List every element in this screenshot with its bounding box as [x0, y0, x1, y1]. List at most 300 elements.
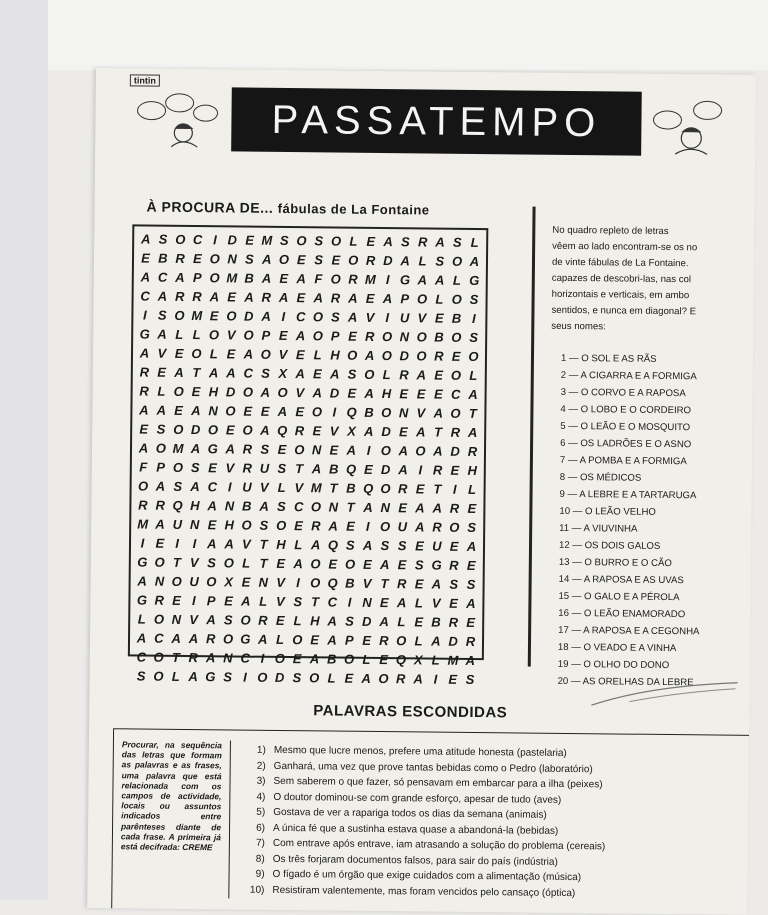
- grid-letter[interactable]: U: [172, 516, 183, 532]
- grid-letter[interactable]: S: [380, 538, 390, 554]
- grid-letter[interactable]: A: [382, 291, 393, 307]
- grid-letter[interactable]: V: [259, 479, 269, 495]
- grid-letter[interactable]: E: [348, 328, 357, 344]
- grid-letter[interactable]: P: [400, 291, 410, 307]
- grid-letter[interactable]: L: [275, 631, 285, 647]
- grid-letter[interactable]: R: [242, 441, 253, 457]
- grid-letter[interactable]: A: [398, 443, 408, 459]
- grid-letter[interactable]: L: [171, 668, 180, 684]
- grid-letter[interactable]: E: [260, 403, 270, 419]
- grid-letter[interactable]: A: [277, 403, 288, 420]
- grid-letter[interactable]: V: [431, 595, 441, 611]
- grid-letter[interactable]: L: [259, 593, 268, 609]
- grid-letter[interactable]: E: [434, 310, 444, 326]
- grid-letter[interactable]: S: [157, 307, 167, 323]
- grid-letter[interactable]: O: [173, 421, 184, 437]
- grid-letter[interactable]: M: [226, 270, 238, 286]
- grid-letter[interactable]: D: [329, 385, 340, 401]
- grid-letter[interactable]: S: [292, 670, 302, 686]
- grid-letter[interactable]: R: [138, 497, 148, 513]
- grid-letter[interactable]: A: [209, 289, 220, 305]
- grid-letter[interactable]: B: [242, 498, 252, 514]
- grid-letter[interactable]: S: [223, 612, 233, 628]
- grid-letter[interactable]: S: [260, 441, 270, 457]
- grid-letter[interactable]: G: [240, 631, 251, 647]
- grid-letter[interactable]: A: [329, 366, 340, 382]
- grid-letter[interactable]: R: [139, 364, 150, 380]
- grid-letter[interactable]: I: [191, 593, 196, 609]
- grid-letter[interactable]: U: [259, 460, 270, 476]
- grid-letter[interactable]: A: [415, 424, 426, 440]
- grid-letter[interactable]: Q: [395, 652, 407, 668]
- grid-letter[interactable]: O: [171, 573, 182, 589]
- grid-letter[interactable]: E: [174, 402, 183, 418]
- grid-letter[interactable]: E: [379, 652, 389, 668]
- grid-letter[interactable]: E: [139, 421, 149, 437]
- grid-letter[interactable]: O: [380, 443, 392, 459]
- grid-letter[interactable]: L: [469, 367, 478, 384]
- grid-letter[interactable]: S: [400, 234, 410, 250]
- grid-letter[interactable]: Q: [327, 575, 338, 591]
- grid-letter[interactable]: O: [309, 670, 320, 686]
- grid-letter[interactable]: O: [209, 270, 220, 286]
- grid-letter[interactable]: D: [225, 384, 236, 400]
- grid-letter[interactable]: A: [347, 309, 358, 325]
- grid-letter[interactable]: U: [242, 479, 252, 495]
- grid-letter[interactable]: I: [347, 594, 352, 610]
- grid-letter[interactable]: A: [465, 652, 476, 669]
- word-search-grid[interactable]: [128, 224, 489, 687]
- grid-letter[interactable]: I: [213, 232, 217, 248]
- grid-letter[interactable]: O: [243, 327, 254, 343]
- grid-letter[interactable]: D: [448, 633, 458, 649]
- grid-letter[interactable]: O: [257, 669, 268, 685]
- grid-letter[interactable]: O: [294, 442, 305, 458]
- grid-letter[interactable]: H: [310, 613, 320, 629]
- grid-letter[interactable]: E: [449, 595, 458, 611]
- grid-letter[interactable]: N: [362, 594, 372, 610]
- grid-letter[interactable]: R: [348, 271, 358, 287]
- grid-letter[interactable]: E: [399, 386, 409, 402]
- grid-letter[interactable]: O: [416, 348, 427, 364]
- grid-letter[interactable]: A: [261, 270, 272, 286]
- grid-letter[interactable]: O: [451, 329, 462, 345]
- grid-letter[interactable]: P: [330, 328, 340, 344]
- grid-letter[interactable]: A: [364, 347, 375, 363]
- grid-letter[interactable]: E: [414, 614, 424, 630]
- grid-letter[interactable]: R: [432, 519, 442, 535]
- grid-letter[interactable]: O: [175, 231, 186, 247]
- grid-letter[interactable]: U: [397, 519, 408, 535]
- grid-letter[interactable]: A: [259, 498, 269, 514]
- grid-letter[interactable]: T: [310, 594, 320, 610]
- grid-letter[interactable]: A: [261, 251, 272, 267]
- grid-letter[interactable]: O: [312, 328, 323, 344]
- grid-letter[interactable]: R: [155, 497, 166, 513]
- grid-letter[interactable]: O: [330, 233, 342, 249]
- grid-letter[interactable]: Q: [363, 480, 374, 496]
- grid-letter[interactable]: V: [416, 405, 426, 421]
- grid-letter[interactable]: I: [452, 481, 457, 497]
- grid-letter[interactable]: A: [190, 441, 201, 457]
- grid-letter[interactable]: O: [274, 650, 285, 667]
- grid-letter[interactable]: G: [469, 272, 480, 289]
- grid-letter[interactable]: A: [139, 345, 150, 361]
- grid-letter[interactable]: D: [399, 348, 409, 364]
- grid-letter[interactable]: I: [332, 404, 337, 420]
- grid-letter[interactable]: O: [209, 251, 220, 267]
- grid-letter[interactable]: A: [415, 500, 425, 516]
- grid-letter[interactable]: E: [467, 500, 477, 517]
- grid-letter[interactable]: E: [225, 422, 235, 438]
- grid-letter[interactable]: O: [312, 309, 324, 325]
- grid-letter[interactable]: A: [138, 440, 149, 456]
- grid-letter[interactable]: R: [398, 481, 408, 497]
- grid-letter[interactable]: D: [244, 308, 254, 324]
- grid-letter[interactable]: A: [244, 289, 254, 305]
- grid-letter[interactable]: O: [223, 555, 235, 571]
- grid-letter[interactable]: C: [157, 269, 168, 285]
- grid-letter[interactable]: O: [153, 649, 164, 665]
- grid-letter[interactable]: O: [260, 346, 271, 362]
- grid-letter[interactable]: L: [414, 633, 423, 649]
- grid-letter[interactable]: A: [328, 518, 338, 534]
- grid-letter[interactable]: S: [397, 538, 407, 554]
- grid-letter[interactable]: A: [140, 231, 151, 247]
- grid-letter[interactable]: V: [329, 423, 339, 439]
- grid-letter[interactable]: O: [468, 348, 479, 365]
- grid-letter[interactable]: O: [276, 517, 287, 534]
- grid-letter[interactable]: C: [154, 630, 164, 646]
- grid-letter[interactable]: O: [343, 651, 355, 667]
- grid-letter[interactable]: R: [154, 592, 165, 608]
- grid-letter[interactable]: T: [380, 576, 389, 592]
- grid-letter[interactable]: V: [225, 460, 235, 476]
- grid-letter[interactable]: G: [207, 441, 218, 457]
- grid-letter[interactable]: A: [396, 595, 407, 611]
- grid-letter[interactable]: F: [314, 271, 323, 287]
- grid-letter[interactable]: R: [294, 423, 305, 439]
- grid-letter[interactable]: T: [259, 555, 268, 571]
- grid-letter[interactable]: O: [296, 233, 307, 249]
- grid-letter[interactable]: G: [205, 669, 216, 685]
- grid-letter[interactable]: O: [137, 478, 149, 494]
- grid-letter[interactable]: E: [329, 442, 339, 458]
- grid-letter[interactable]: L: [414, 595, 423, 611]
- grid-letter[interactable]: G: [431, 557, 442, 573]
- grid-letter[interactable]: N: [224, 498, 235, 514]
- grid-letter[interactable]: B: [451, 310, 462, 326]
- grid-letter[interactable]: E: [310, 632, 320, 648]
- grid-letter[interactable]: V: [276, 574, 286, 591]
- grid-letter[interactable]: O: [381, 405, 392, 421]
- grid-letter[interactable]: N: [227, 251, 237, 267]
- grid-letter[interactable]: A: [400, 253, 410, 269]
- grid-letter[interactable]: A: [137, 573, 147, 589]
- grid-letter[interactable]: E: [365, 290, 375, 306]
- grid-letter[interactable]: A: [383, 234, 393, 250]
- grid-letter[interactable]: R: [188, 650, 199, 666]
- grid-letter[interactable]: S: [173, 478, 183, 494]
- grid-letter[interactable]: E: [241, 574, 251, 590]
- grid-letter[interactable]: B: [328, 461, 339, 477]
- grid-letter[interactable]: E: [415, 538, 424, 554]
- grid-letter[interactable]: E: [209, 308, 219, 324]
- grid-letter[interactable]: E: [276, 555, 286, 572]
- grid-letter[interactable]: O: [226, 308, 237, 324]
- grid-letter[interactable]: I: [243, 669, 247, 685]
- grid-letter[interactable]: A: [224, 536, 234, 552]
- grid-letter[interactable]: C: [207, 479, 218, 495]
- grid-letter[interactable]: N: [258, 574, 269, 590]
- grid-letter[interactable]: O: [449, 519, 460, 535]
- grid-letter[interactable]: E: [227, 289, 237, 305]
- grid-letter[interactable]: A: [296, 271, 306, 287]
- grid-letter[interactable]: G: [136, 592, 148, 608]
- grid-letter[interactable]: D: [274, 669, 285, 686]
- grid-letter[interactable]: E: [466, 557, 476, 574]
- grid-letter[interactable]: L: [418, 253, 427, 269]
- grid-letter[interactable]: S: [190, 460, 200, 476]
- grid-letter[interactable]: A: [155, 478, 166, 494]
- grid-letter[interactable]: N: [311, 442, 322, 458]
- grid-letter[interactable]: T: [192, 365, 201, 381]
- grid-letter[interactable]: E: [398, 424, 408, 440]
- grid-letter[interactable]: O: [379, 518, 391, 535]
- grid-letter[interactable]: T: [329, 480, 338, 496]
- grid-letter[interactable]: T: [433, 424, 443, 440]
- grid-letter[interactable]: A: [364, 385, 374, 401]
- grid-letter[interactable]: H: [276, 536, 286, 553]
- grid-letter[interactable]: C: [295, 309, 306, 325]
- grid-letter[interactable]: L: [435, 291, 444, 307]
- grid-letter[interactable]: O: [277, 384, 288, 401]
- grid-letter[interactable]: E: [312, 423, 322, 439]
- grid-letter[interactable]: R: [139, 383, 149, 399]
- grid-letter[interactable]: S: [452, 234, 462, 250]
- grid-letter[interactable]: S: [465, 671, 475, 687]
- grid-letter[interactable]: A: [171, 630, 181, 646]
- grid-letter[interactable]: S: [158, 231, 168, 247]
- grid-letter[interactable]: E: [347, 385, 357, 401]
- grid-letter[interactable]: S: [469, 291, 479, 308]
- grid-letter[interactable]: E: [448, 671, 458, 687]
- grid-letter[interactable]: E: [296, 290, 306, 306]
- grid-letter[interactable]: O: [173, 383, 184, 399]
- grid-letter[interactable]: V: [189, 555, 199, 571]
- grid-letter[interactable]: E: [292, 651, 302, 667]
- grid-letter[interactable]: E: [433, 386, 443, 402]
- grid-letter[interactable]: A: [190, 479, 200, 495]
- grid-letter[interactable]: A: [260, 384, 271, 400]
- grid-letter[interactable]: A: [225, 441, 235, 457]
- grid-letter[interactable]: E: [397, 557, 407, 573]
- grid-letter[interactable]: E: [362, 556, 372, 572]
- grid-letter[interactable]: E: [346, 518, 355, 534]
- grid-letter[interactable]: O: [364, 366, 375, 382]
- grid-letter[interactable]: B: [158, 250, 168, 266]
- grid-letter[interactable]: O: [174, 307, 185, 323]
- grid-letter[interactable]: D: [190, 422, 201, 438]
- grid-letter[interactable]: E: [379, 595, 389, 611]
- grid-letter[interactable]: C: [293, 499, 304, 515]
- grid-letter[interactable]: A: [295, 366, 305, 382]
- grid-letter[interactable]: E: [344, 670, 354, 686]
- grid-letter[interactable]: A: [327, 632, 337, 648]
- grid-letter[interactable]: O: [347, 347, 358, 363]
- grid-letter[interactable]: I: [365, 518, 370, 534]
- grid-letter[interactable]: P: [261, 327, 271, 343]
- grid-letter[interactable]: X: [278, 365, 288, 382]
- grid-letter[interactable]: A: [191, 403, 201, 419]
- grid-letter[interactable]: S: [435, 253, 445, 269]
- grid-letter[interactable]: R: [261, 289, 272, 305]
- grid-letter[interactable]: C: [450, 386, 461, 402]
- grid-letter[interactable]: A: [188, 669, 198, 685]
- grid-letter[interactable]: S: [293, 594, 303, 610]
- grid-letter[interactable]: Q: [277, 422, 288, 439]
- grid-letter[interactable]: S: [469, 329, 479, 346]
- grid-letter[interactable]: L: [294, 537, 303, 553]
- grid-letter[interactable]: R: [365, 252, 376, 268]
- grid-letter[interactable]: A: [361, 670, 371, 686]
- grid-letter[interactable]: A: [243, 346, 254, 362]
- grid-letter[interactable]: N: [328, 499, 339, 515]
- grid-letter[interactable]: E: [294, 518, 303, 534]
- grid-letter[interactable]: O: [378, 670, 389, 687]
- grid-letter[interactable]: N: [154, 573, 165, 589]
- grid-letter[interactable]: A: [433, 443, 443, 459]
- grid-letter[interactable]: U: [399, 310, 410, 326]
- grid-letter[interactable]: O: [416, 291, 428, 307]
- grid-letter[interactable]: V: [362, 575, 372, 591]
- grid-letter[interactable]: E: [174, 345, 184, 361]
- grid-letter[interactable]: S: [259, 517, 269, 533]
- grid-letter[interactable]: R: [399, 367, 409, 383]
- grid-letter[interactable]: B: [364, 404, 374, 420]
- grid-letter[interactable]: O: [240, 612, 251, 628]
- grid-letter[interactable]: L: [293, 613, 302, 629]
- grid-letter[interactable]: Q: [346, 404, 357, 420]
- grid-letter[interactable]: S: [276, 498, 286, 515]
- grid-letter[interactable]: E: [398, 500, 408, 516]
- grid-letter[interactable]: R: [434, 348, 444, 364]
- grid-letter[interactable]: L: [431, 652, 440, 668]
- grid-letter[interactable]: E: [451, 348, 461, 364]
- grid-letter[interactable]: O: [172, 459, 184, 475]
- grid-letter[interactable]: L: [327, 670, 336, 686]
- grid-letter[interactable]: A: [206, 536, 217, 552]
- grid-letter[interactable]: S: [261, 365, 270, 381]
- grid-letter[interactable]: A: [348, 290, 358, 306]
- grid-letter[interactable]: X: [224, 574, 234, 590]
- grid-letter[interactable]: A: [226, 365, 236, 381]
- grid-letter[interactable]: O: [348, 252, 359, 268]
- grid-letter[interactable]: O: [450, 367, 462, 383]
- grid-letter[interactable]: I: [140, 535, 145, 551]
- grid-letter[interactable]: R: [330, 290, 341, 306]
- grid-letter[interactable]: R: [174, 288, 185, 304]
- grid-letter[interactable]: A: [175, 269, 185, 285]
- grid-letter[interactable]: L: [452, 272, 461, 288]
- grid-letter[interactable]: E: [207, 517, 217, 533]
- grid-letter[interactable]: H: [381, 386, 392, 402]
- grid-letter[interactable]: S: [156, 421, 166, 437]
- grid-letter[interactable]: N: [171, 611, 182, 627]
- grid-letter[interactable]: L: [470, 234, 479, 251]
- grid-letter[interactable]: I: [143, 307, 147, 323]
- grid-letter[interactable]: S: [223, 669, 233, 685]
- grid-letter[interactable]: S: [347, 366, 357, 382]
- grid-letter[interactable]: N: [208, 403, 218, 419]
- grid-letter[interactable]: S: [466, 576, 476, 593]
- grid-letter[interactable]: A: [206, 612, 216, 628]
- grid-letter[interactable]: I: [260, 650, 265, 666]
- grid-letter[interactable]: A: [311, 461, 322, 477]
- grid-letter[interactable]: O: [153, 668, 164, 684]
- grid-letter[interactable]: N: [223, 650, 233, 666]
- grid-letter[interactable]: C: [140, 288, 150, 304]
- grid-letter[interactable]: O: [207, 422, 219, 438]
- grid-letter[interactable]: A: [136, 630, 147, 646]
- grid-letter[interactable]: D: [380, 462, 391, 478]
- grid-letter[interactable]: A: [312, 385, 323, 401]
- grid-letter[interactable]: V: [241, 536, 251, 552]
- grid-letter[interactable]: H: [190, 498, 200, 514]
- grid-letter[interactable]: E: [277, 441, 287, 458]
- grid-letter[interactable]: E: [415, 481, 425, 497]
- grid-letter[interactable]: B: [434, 329, 444, 345]
- grid-letter[interactable]: T: [295, 461, 304, 477]
- grid-letter[interactable]: R: [432, 462, 443, 478]
- grid-letter[interactable]: O: [310, 499, 322, 515]
- grid-letter[interactable]: E: [208, 460, 217, 476]
- grid-letter[interactable]: A: [363, 499, 373, 515]
- grid-letter[interactable]: E: [328, 556, 338, 572]
- grid-letter[interactable]: I: [281, 308, 286, 324]
- grid-letter[interactable]: O: [381, 348, 393, 364]
- grid-letter[interactable]: E: [157, 364, 167, 380]
- grid-letter[interactable]: B: [346, 480, 356, 496]
- grid-letter[interactable]: R: [192, 289, 202, 305]
- grid-letter[interactable]: E: [172, 592, 181, 608]
- grid-letter[interactable]: A: [466, 595, 476, 612]
- grid-letter[interactable]: C: [192, 232, 203, 248]
- grid-letter[interactable]: S: [277, 460, 287, 477]
- grid-letter[interactable]: L: [137, 611, 146, 627]
- grid-letter[interactable]: O: [451, 291, 462, 307]
- grid-letter[interactable]: A: [468, 386, 478, 403]
- grid-letter[interactable]: E: [226, 346, 236, 362]
- grid-letter[interactable]: E: [243, 403, 253, 419]
- grid-letter[interactable]: L: [349, 233, 358, 249]
- grid-letter[interactable]: O: [278, 251, 290, 268]
- grid-letter[interactable]: X: [347, 423, 356, 439]
- grid-letter[interactable]: D: [227, 232, 238, 248]
- grid-letter[interactable]: L: [313, 347, 322, 363]
- grid-letter[interactable]: O: [344, 556, 356, 572]
- grid-letter[interactable]: R: [449, 557, 459, 573]
- grid-letter[interactable]: M: [310, 480, 322, 496]
- grid-letter[interactable]: P: [156, 459, 166, 475]
- grid-letter[interactable]: E: [295, 404, 305, 420]
- grid-letter[interactable]: L: [382, 367, 391, 383]
- grid-letter[interactable]: R: [417, 234, 428, 250]
- grid-letter[interactable]: E: [296, 252, 306, 268]
- grid-letter[interactable]: O: [330, 271, 341, 287]
- grid-letter[interactable]: N: [398, 405, 409, 421]
- grid-letter[interactable]: R: [397, 576, 407, 592]
